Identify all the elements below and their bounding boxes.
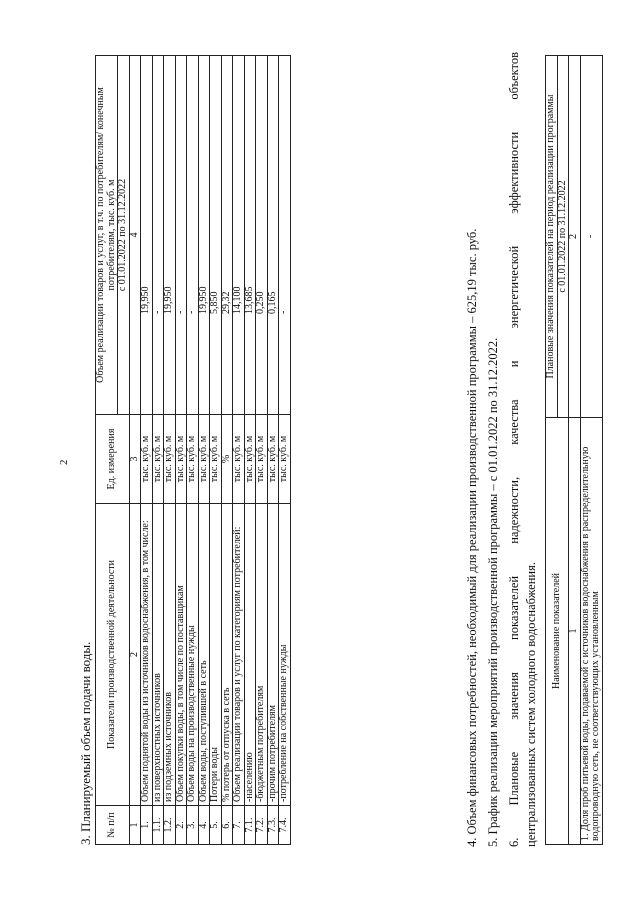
row-unit: тыс. куб. м xyxy=(152,415,164,504)
row-num: 6. xyxy=(221,806,233,845)
table-row xyxy=(187,56,199,845)
row-indicator: % потерь от отпуска в сеть xyxy=(221,504,233,806)
row-value: 14,100 xyxy=(233,56,245,415)
table-row xyxy=(233,56,245,845)
row-indicator: Потери воды xyxy=(210,504,222,806)
table-row xyxy=(175,56,187,845)
row-indicator: Объем поднятой воды из источников водоснабжения, в том числе: xyxy=(141,504,153,806)
table2-header-row xyxy=(546,56,558,845)
row-value: - xyxy=(187,56,199,415)
row-unit: тыс. куб. м xyxy=(187,415,199,504)
row-num: 5. xyxy=(210,806,222,845)
row-num: 1.2. xyxy=(164,806,176,845)
section-3-title: 3. Планируемый объем подачи воды. xyxy=(78,641,93,845)
row-indicator: -потребление на собственные нужды xyxy=(279,504,291,806)
water-supply-table xyxy=(95,55,291,845)
row-unit: тыс. куб. м xyxy=(244,415,256,504)
paragraph-5: 5. График реализации мероприятий производственной программы – с 01.01.2022 по 31.12.2022. xyxy=(486,337,500,847)
row-unit: % xyxy=(221,415,233,504)
row-value: 19,950 xyxy=(164,56,176,415)
row-indicator: Объем покупки воды, в том числе по поставщикам xyxy=(175,504,187,806)
table-row xyxy=(279,56,291,845)
row-unit: тыс. куб. м xyxy=(210,415,222,504)
row-num: 7.3. xyxy=(267,806,279,845)
page-number: 2 xyxy=(58,459,70,465)
row-num: 2. xyxy=(175,806,187,845)
row-unit: тыс. куб. м xyxy=(198,415,210,504)
header-unit: Ед. измерения xyxy=(96,415,130,504)
header-indicator: Показатели производственной деятельности xyxy=(96,504,130,806)
header-num: № п/п xyxy=(96,806,130,845)
row-value: - xyxy=(279,56,291,415)
index-cell: 1 xyxy=(129,806,141,845)
table-row xyxy=(210,56,222,845)
table-body xyxy=(141,56,291,845)
table2-index-row xyxy=(569,56,581,845)
row-indicator: из поверхностных источников xyxy=(152,504,164,806)
row-value: 19,950 xyxy=(198,56,210,415)
table2-index-cell: 2 xyxy=(569,56,581,418)
row-value: 29,32 xyxy=(221,56,233,415)
indicators-table xyxy=(545,55,603,845)
row-value: 0,250 xyxy=(256,56,268,415)
index-cell: 2 xyxy=(129,504,141,806)
row-num: 1.1. xyxy=(152,806,164,845)
row-unit: тыс. куб. м xyxy=(256,415,268,504)
row-num: 1. xyxy=(141,806,153,845)
row-unit: тыс. куб. м xyxy=(279,415,291,504)
table2-header-plan: Плановые значения показателей на период реализации программы xyxy=(546,56,558,418)
table2-row-value: - xyxy=(580,56,602,418)
table-row xyxy=(221,56,233,845)
index-cell: 4 xyxy=(129,56,141,415)
table-row xyxy=(198,56,210,845)
table-row xyxy=(141,56,153,845)
row-num: 7. xyxy=(233,806,245,845)
table-index-row xyxy=(129,56,141,845)
row-num: 7.2. xyxy=(256,806,268,845)
table2-row xyxy=(580,56,602,845)
row-indicator: Объем воды на производственные нужды xyxy=(187,504,199,806)
row-value: - xyxy=(152,56,164,415)
table-header-row xyxy=(96,56,118,845)
row-value: 5,850 xyxy=(210,56,222,415)
table-row xyxy=(256,56,268,845)
row-num: 7.4. xyxy=(279,806,291,845)
row-unit: тыс. куб. м xyxy=(141,415,153,504)
row-num: 3. xyxy=(187,806,199,845)
row-value: - xyxy=(175,56,187,415)
table-row xyxy=(267,56,279,845)
table-row xyxy=(164,56,176,845)
table2-row-name: 1. Доля проб питьевой воды, подаваемой с источников водоснабжения в распределительную водопроводную сеть, не соответствующих установленным xyxy=(580,418,602,845)
row-indicator: Объем воды, поступившей в сеть xyxy=(198,504,210,806)
row-num: 4. xyxy=(198,806,210,845)
row-unit: тыс. куб. м xyxy=(164,415,176,504)
row-unit: тыс. куб. м xyxy=(267,415,279,504)
index-cell: 3 xyxy=(129,415,141,504)
row-indicator: -населению xyxy=(244,504,256,806)
row-value: 0,165 xyxy=(267,56,279,415)
paragraph-6: 6. Плановые значения показателей надежности, качества и энергетической эффективности объектов xyxy=(507,52,521,847)
paragraph-6-continued: централизованных систем холодного водоснабжения. xyxy=(524,562,538,847)
table2-header-name: Наименование показателей xyxy=(546,418,569,845)
table-row xyxy=(244,56,256,845)
row-indicator: -бюджетным потребителям xyxy=(256,504,268,806)
row-indicator: из подземных источников xyxy=(164,504,176,806)
row-value: 19,950 xyxy=(141,56,153,415)
paragraph-4: 4. Объем финансовых потребностей, необходимый для реализации производственной программы – 625,19 тыс. руб. xyxy=(465,228,479,847)
row-indicator: Объем реализации товаров и услуг по категориям потребителей: xyxy=(233,504,245,806)
table-row xyxy=(152,56,164,845)
row-unit: тыс. куб. м xyxy=(233,415,245,504)
table2-header-period: с 01.01.2022 по 31.12.2022 xyxy=(557,56,569,418)
row-num: 7.1. xyxy=(244,806,256,845)
table2-index-cell: 1 xyxy=(569,418,581,845)
header-volume: Объем реализации товаров и услуг, в т.ч. по потребителям/ конечным потребителям, тыс. куб. м xyxy=(96,56,118,415)
row-indicator: -прочим потребителям xyxy=(267,504,279,806)
row-unit: тыс. куб. м xyxy=(175,415,187,504)
header-period: с 01.01.2022 по 31.12.2022 xyxy=(118,56,130,415)
row-value: 13,685 xyxy=(244,56,256,415)
